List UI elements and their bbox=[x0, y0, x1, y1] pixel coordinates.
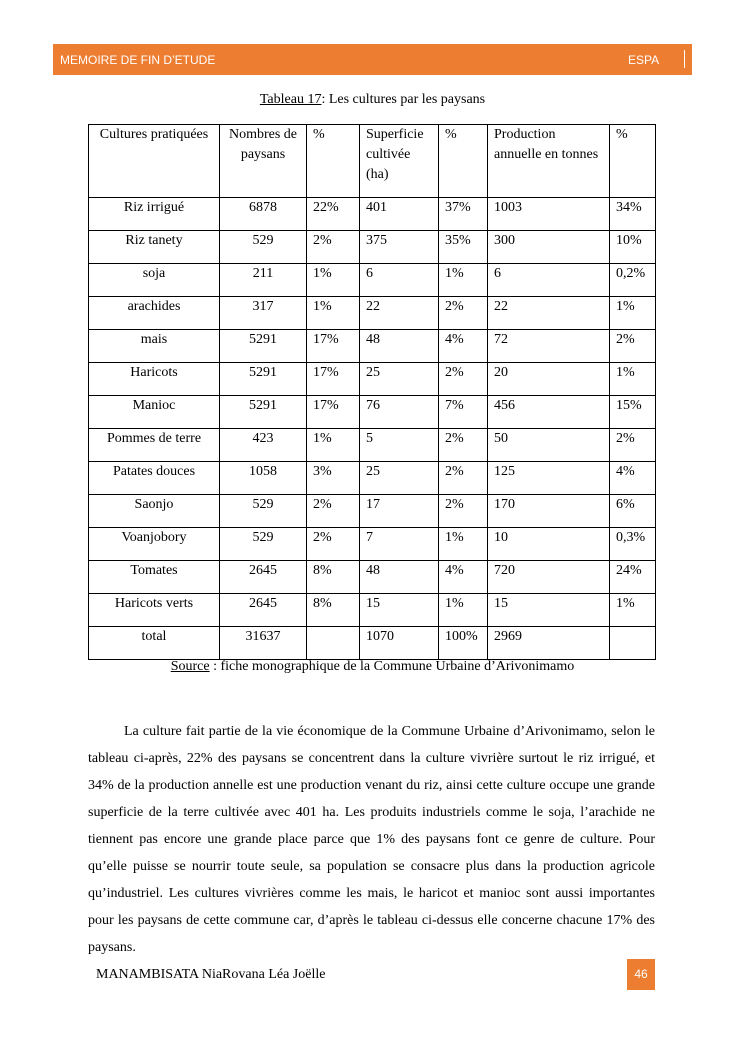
table-row bbox=[89, 297, 656, 330]
table-cell: 170 bbox=[488, 495, 610, 528]
table-row bbox=[89, 462, 656, 495]
column-header: % bbox=[307, 125, 360, 198]
table-cell: 6% bbox=[610, 495, 656, 528]
table-cell: 4% bbox=[439, 561, 488, 594]
table-cell: 375 bbox=[360, 231, 439, 264]
table-cell: 1% bbox=[439, 264, 488, 297]
column-header: % bbox=[439, 125, 488, 198]
table-cell: 2% bbox=[610, 330, 656, 363]
table-cell bbox=[610, 627, 656, 660]
table-cell: 1% bbox=[307, 297, 360, 330]
table-cell: 6 bbox=[360, 264, 439, 297]
source-text: : fiche monographique de la Commune Urbaine d’Arivonimamo bbox=[209, 659, 575, 674]
table-cell: Tomates bbox=[89, 561, 220, 594]
table-cell: Haricots bbox=[89, 363, 220, 396]
table-row bbox=[89, 495, 656, 528]
paragraph-text: La culture fait partie de la vie économique de la Commune Urbaine d’Arivonimamo, selon le tableau ci-après, 22% des paysans se concentrent dans la culture vivrière surtout le riz irrigué, et 34% de la production annelle est une production venant du riz, ainsi cette culture occupe une grande superficie de la terre cultivée avec 401 ha. Les produits industriels comme le soja, l’arachide ne tiennent pas encore une grande place parce que 1% des paysans font ce genre de culture. Pour qu’elle puisse se nourrir toute seule, sa population se consacre plus dans la production agricole qu’industriel. Les cultures vivrières comme les mais, le haricot et manioc sont aussi importantes pour les paysans de cette commune car, d’après le tableau ci-dessus elle concerne chacune 17% des paysans. bbox=[88, 724, 655, 955]
table-cell: total bbox=[89, 627, 220, 660]
table-cell: 25 bbox=[360, 363, 439, 396]
table-cell: 35% bbox=[439, 231, 488, 264]
table-cell: 10% bbox=[610, 231, 656, 264]
table-cell: 2% bbox=[610, 429, 656, 462]
table-cell: 529 bbox=[220, 528, 307, 561]
table-cell: Manioc bbox=[89, 396, 220, 429]
table-row bbox=[89, 396, 656, 429]
table-cell: 6878 bbox=[220, 198, 307, 231]
table-cell: 211 bbox=[220, 264, 307, 297]
table-cell: mais bbox=[89, 330, 220, 363]
table-row bbox=[89, 561, 656, 594]
table-cell: 5291 bbox=[220, 396, 307, 429]
table-cell: Pommes de terre bbox=[89, 429, 220, 462]
column-header: Nombres de paysans bbox=[220, 125, 307, 198]
header-school: ESPA bbox=[628, 53, 660, 67]
table-cell: Patates douces bbox=[89, 462, 220, 495]
table-cell: 1% bbox=[307, 264, 360, 297]
table-cell: 0,3% bbox=[610, 528, 656, 561]
crops-table bbox=[88, 124, 656, 660]
column-header: Cultures pratiquées bbox=[89, 125, 220, 198]
table-cell: 8% bbox=[307, 561, 360, 594]
table-cell: 5291 bbox=[220, 330, 307, 363]
table-cell: 48 bbox=[360, 561, 439, 594]
table-cell: 22 bbox=[488, 297, 610, 330]
table-cell: 20 bbox=[488, 363, 610, 396]
table-cell: 2% bbox=[439, 363, 488, 396]
column-header: Production annuelle en tonnes bbox=[488, 125, 610, 198]
table-cell: 300 bbox=[488, 231, 610, 264]
table-cell: 1% bbox=[307, 429, 360, 462]
table-row bbox=[89, 264, 656, 297]
table-cell: 6 bbox=[488, 264, 610, 297]
table-cell: 22 bbox=[360, 297, 439, 330]
table-row bbox=[89, 594, 656, 627]
table-cell: 15 bbox=[360, 594, 439, 627]
table-cell: 17% bbox=[307, 363, 360, 396]
table-cell: 1058 bbox=[220, 462, 307, 495]
table-cell: 1% bbox=[610, 594, 656, 627]
table-cell bbox=[307, 627, 360, 660]
header-divider bbox=[684, 50, 685, 68]
table-cell: 37% bbox=[439, 198, 488, 231]
table-cell: 2% bbox=[439, 429, 488, 462]
table-cell: 720 bbox=[488, 561, 610, 594]
table-cell: 2% bbox=[439, 462, 488, 495]
table-cell: 317 bbox=[220, 297, 307, 330]
table-cell: 4% bbox=[610, 462, 656, 495]
table-cell: 1% bbox=[610, 363, 656, 396]
table-cell: soja bbox=[89, 264, 220, 297]
table-cell: 0,2% bbox=[610, 264, 656, 297]
table-cell: 401 bbox=[360, 198, 439, 231]
table-cell: 17 bbox=[360, 495, 439, 528]
table-cell: 4% bbox=[439, 330, 488, 363]
table-header-row bbox=[89, 125, 656, 198]
table-cell: 1% bbox=[439, 528, 488, 561]
table-cell: 31637 bbox=[220, 627, 307, 660]
page-number: 46 bbox=[627, 959, 655, 990]
page-header bbox=[53, 44, 692, 75]
table-cell: 76 bbox=[360, 396, 439, 429]
table-cell: 25 bbox=[360, 462, 439, 495]
table-cell: Saonjo bbox=[89, 495, 220, 528]
caption-text: : Les cultures par les paysans bbox=[321, 92, 486, 107]
table-cell: 1003 bbox=[488, 198, 610, 231]
table-cell: 456 bbox=[488, 396, 610, 429]
table-cell: 15% bbox=[610, 396, 656, 429]
table-cell: 2969 bbox=[488, 627, 610, 660]
table-cell: 50 bbox=[488, 429, 610, 462]
table-cell: 8% bbox=[307, 594, 360, 627]
table-row bbox=[89, 429, 656, 462]
table-row bbox=[89, 231, 656, 264]
table-cell: Voanjobory bbox=[89, 528, 220, 561]
table-cell: 2645 bbox=[220, 561, 307, 594]
table-cell: 1% bbox=[610, 297, 656, 330]
table-cell: 24% bbox=[610, 561, 656, 594]
table-cell: 2% bbox=[307, 528, 360, 561]
table-caption bbox=[0, 92, 745, 108]
table-cell: 72 bbox=[488, 330, 610, 363]
table-cell: 2% bbox=[307, 495, 360, 528]
table-cell: 125 bbox=[488, 462, 610, 495]
table-cell: 5291 bbox=[220, 363, 307, 396]
table-cell: arachides bbox=[89, 297, 220, 330]
table-cell: Riz tanety bbox=[89, 231, 220, 264]
table-cell: 3% bbox=[307, 462, 360, 495]
caption-label: Tableau 17 bbox=[259, 92, 322, 107]
body-paragraph bbox=[88, 718, 655, 961]
table-cell: 10 bbox=[488, 528, 610, 561]
table-cell: 1% bbox=[439, 594, 488, 627]
table-cell: 529 bbox=[220, 231, 307, 264]
table-cell: 1070 bbox=[360, 627, 439, 660]
column-header: Superficie cultivée (ha) bbox=[360, 125, 439, 198]
table-row bbox=[89, 198, 656, 231]
table-cell: 48 bbox=[360, 330, 439, 363]
table-cell: 34% bbox=[610, 198, 656, 231]
table-cell: 17% bbox=[307, 396, 360, 429]
table-cell: 2% bbox=[439, 495, 488, 528]
table-cell: Riz irrigué bbox=[89, 198, 220, 231]
table-cell: 15 bbox=[488, 594, 610, 627]
source-label: Source bbox=[170, 659, 210, 674]
header-title: MEMOIRE DE FIN D’ETUDE bbox=[60, 53, 216, 67]
column-header: % bbox=[610, 125, 656, 198]
table-cell: 2645 bbox=[220, 594, 307, 627]
table-row bbox=[89, 528, 656, 561]
table-cell: 7% bbox=[439, 396, 488, 429]
table-cell: 7 bbox=[360, 528, 439, 561]
table-cell: Haricots verts bbox=[89, 594, 220, 627]
table-cell: 423 bbox=[220, 429, 307, 462]
table-source bbox=[0, 659, 745, 675]
table-cell: 17% bbox=[307, 330, 360, 363]
footer-author: MANAMBISATA NiaRovana Léa Joëlle bbox=[96, 967, 326, 982]
table-row bbox=[89, 627, 656, 660]
table-cell: 100% bbox=[439, 627, 488, 660]
table-cell: 2% bbox=[439, 297, 488, 330]
table-cell: 2% bbox=[307, 231, 360, 264]
table-row bbox=[89, 330, 656, 363]
table-cell: 5 bbox=[360, 429, 439, 462]
table-cell: 529 bbox=[220, 495, 307, 528]
table-row bbox=[89, 363, 656, 396]
table-cell: 22% bbox=[307, 198, 360, 231]
